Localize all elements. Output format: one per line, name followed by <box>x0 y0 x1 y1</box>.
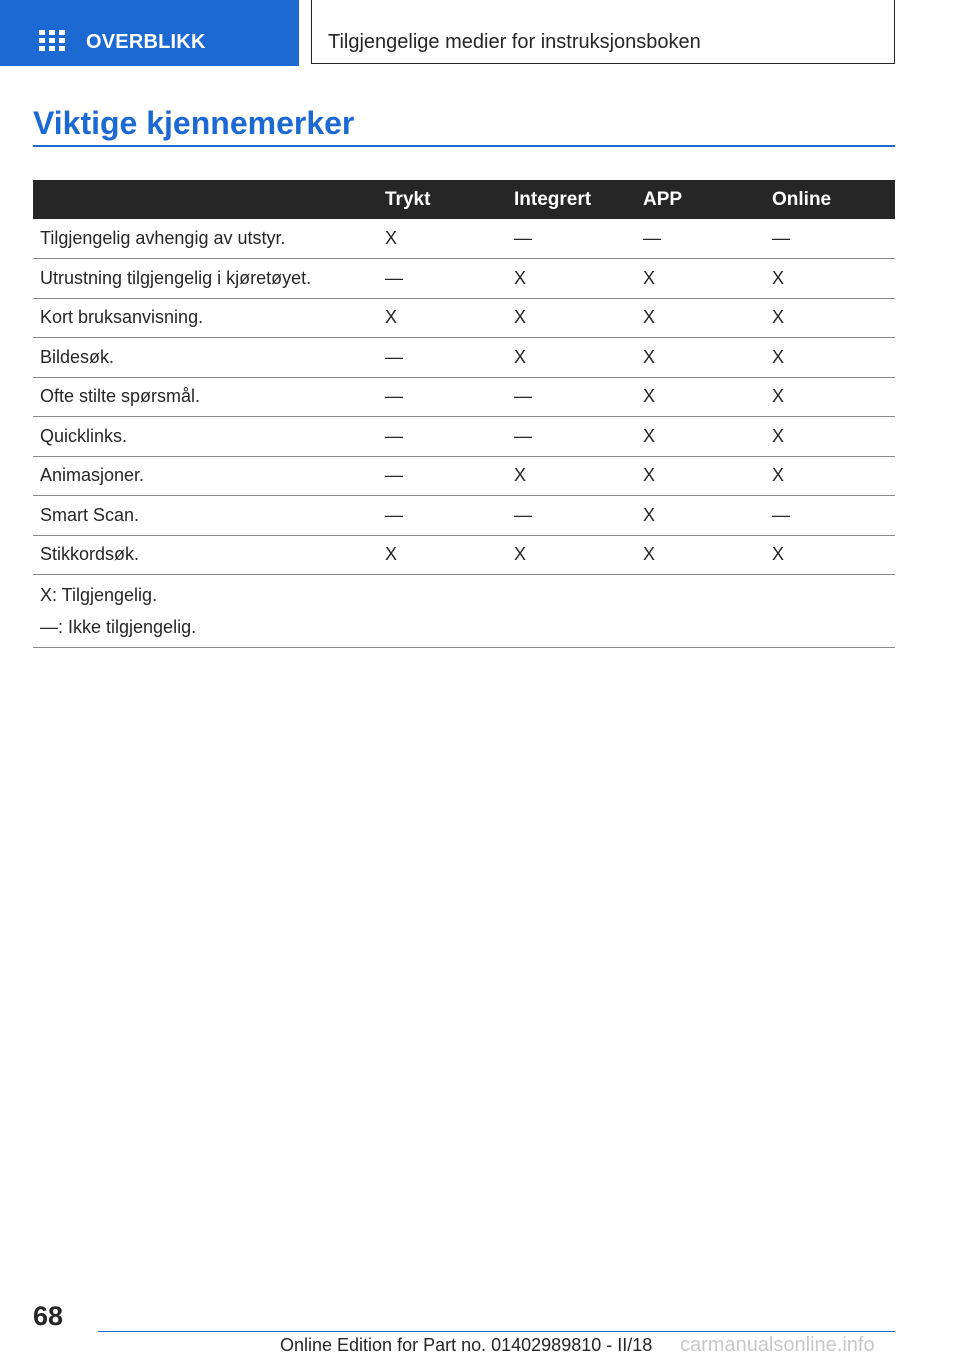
table-row <box>33 535 895 575</box>
watermark: carmanualsonline.info <box>680 1334 875 1356</box>
value-cell: — <box>378 417 507 457</box>
feature-cell: Stikkordsøk. <box>33 535 378 575</box>
feature-cell: Bildesøk. <box>33 338 378 378</box>
value-cell: — <box>378 496 507 536</box>
value-cell: X <box>636 298 765 338</box>
value-cell: X <box>507 298 636 338</box>
value-cell: — <box>765 496 895 536</box>
table-row <box>33 377 895 417</box>
features-table <box>33 180 895 648</box>
chapter-title: Tilgjengelige medier for instruksjonsboken <box>328 31 701 53</box>
value-cell: X <box>636 338 765 378</box>
value-cell: X <box>636 377 765 417</box>
table-row <box>33 496 895 536</box>
edition-text: Online Edition for Part no. 01402989810 - II/18 <box>280 1335 653 1355</box>
value-cell: X <box>636 456 765 496</box>
value-cell: X <box>765 259 895 299</box>
value-cell: X <box>636 417 765 457</box>
chapter-tab <box>311 0 895 64</box>
value-cell: — <box>378 259 507 299</box>
page-title: Viktige kjennemerker <box>33 105 355 141</box>
legend-cell <box>33 575 895 648</box>
feature-cell: Smart Scan. <box>33 496 378 536</box>
table-row <box>33 456 895 496</box>
value-cell: X <box>636 535 765 575</box>
feature-cell: Animasjoner. <box>33 456 378 496</box>
feature-cell: Utrustning tilgjengelig i kjøretøyet. <box>33 259 378 299</box>
value-cell: X <box>507 259 636 299</box>
column-header-trykt: Trykt <box>378 180 507 219</box>
value-cell: X <box>507 535 636 575</box>
title-divider <box>33 145 895 147</box>
grid-icon <box>39 30 67 52</box>
value-cell: X <box>765 456 895 496</box>
table-header-row <box>33 180 895 219</box>
section-tab[interactable] <box>0 0 299 66</box>
value-cell: — <box>636 219 765 259</box>
column-header-online: Online <box>765 180 895 219</box>
feature-cell: Ofte stilte spørsmål. <box>33 377 378 417</box>
footer-divider <box>98 1331 895 1332</box>
legend-unavailable: —: Ikke tilgjengelig. <box>40 617 197 637</box>
value-cell: X <box>636 259 765 299</box>
feature-cell: Quicklinks. <box>33 417 378 457</box>
value-cell: X <box>636 496 765 536</box>
value-cell: — <box>378 456 507 496</box>
feature-cell: Kort bruksanvisning. <box>33 298 378 338</box>
page-number: 68 <box>33 1301 64 1331</box>
value-cell: X <box>765 298 895 338</box>
table-row <box>33 417 895 457</box>
value-cell: — <box>507 219 636 259</box>
value-cell: — <box>378 377 507 417</box>
value-cell: X <box>378 535 507 575</box>
table-row <box>33 298 895 338</box>
value-cell: X <box>378 298 507 338</box>
value-cell: X <box>507 456 636 496</box>
feature-cell: Tilgjengelig avhengig av utstyr. <box>33 219 378 259</box>
value-cell: X <box>765 338 895 378</box>
table-row <box>33 259 895 299</box>
value-cell: — <box>378 338 507 378</box>
value-cell: X <box>507 338 636 378</box>
value-cell: X <box>378 219 507 259</box>
value-cell: — <box>507 417 636 457</box>
value-cell: — <box>507 496 636 536</box>
value-cell: X <box>765 535 895 575</box>
value-cell: X <box>765 377 895 417</box>
section-label: OVERBLIKK <box>86 31 206 53</box>
page-header <box>0 0 960 66</box>
column-header-app: APP <box>636 180 765 219</box>
legend-row <box>33 575 895 648</box>
column-header-feature <box>33 180 378 219</box>
value-cell: X <box>765 417 895 457</box>
table-row <box>33 219 895 259</box>
table-row <box>33 338 895 378</box>
value-cell: — <box>507 377 636 417</box>
column-header-integrert: Integrert <box>507 180 636 219</box>
legend-available: X: Tilgjengelig. <box>40 585 158 605</box>
value-cell: — <box>765 219 895 259</box>
